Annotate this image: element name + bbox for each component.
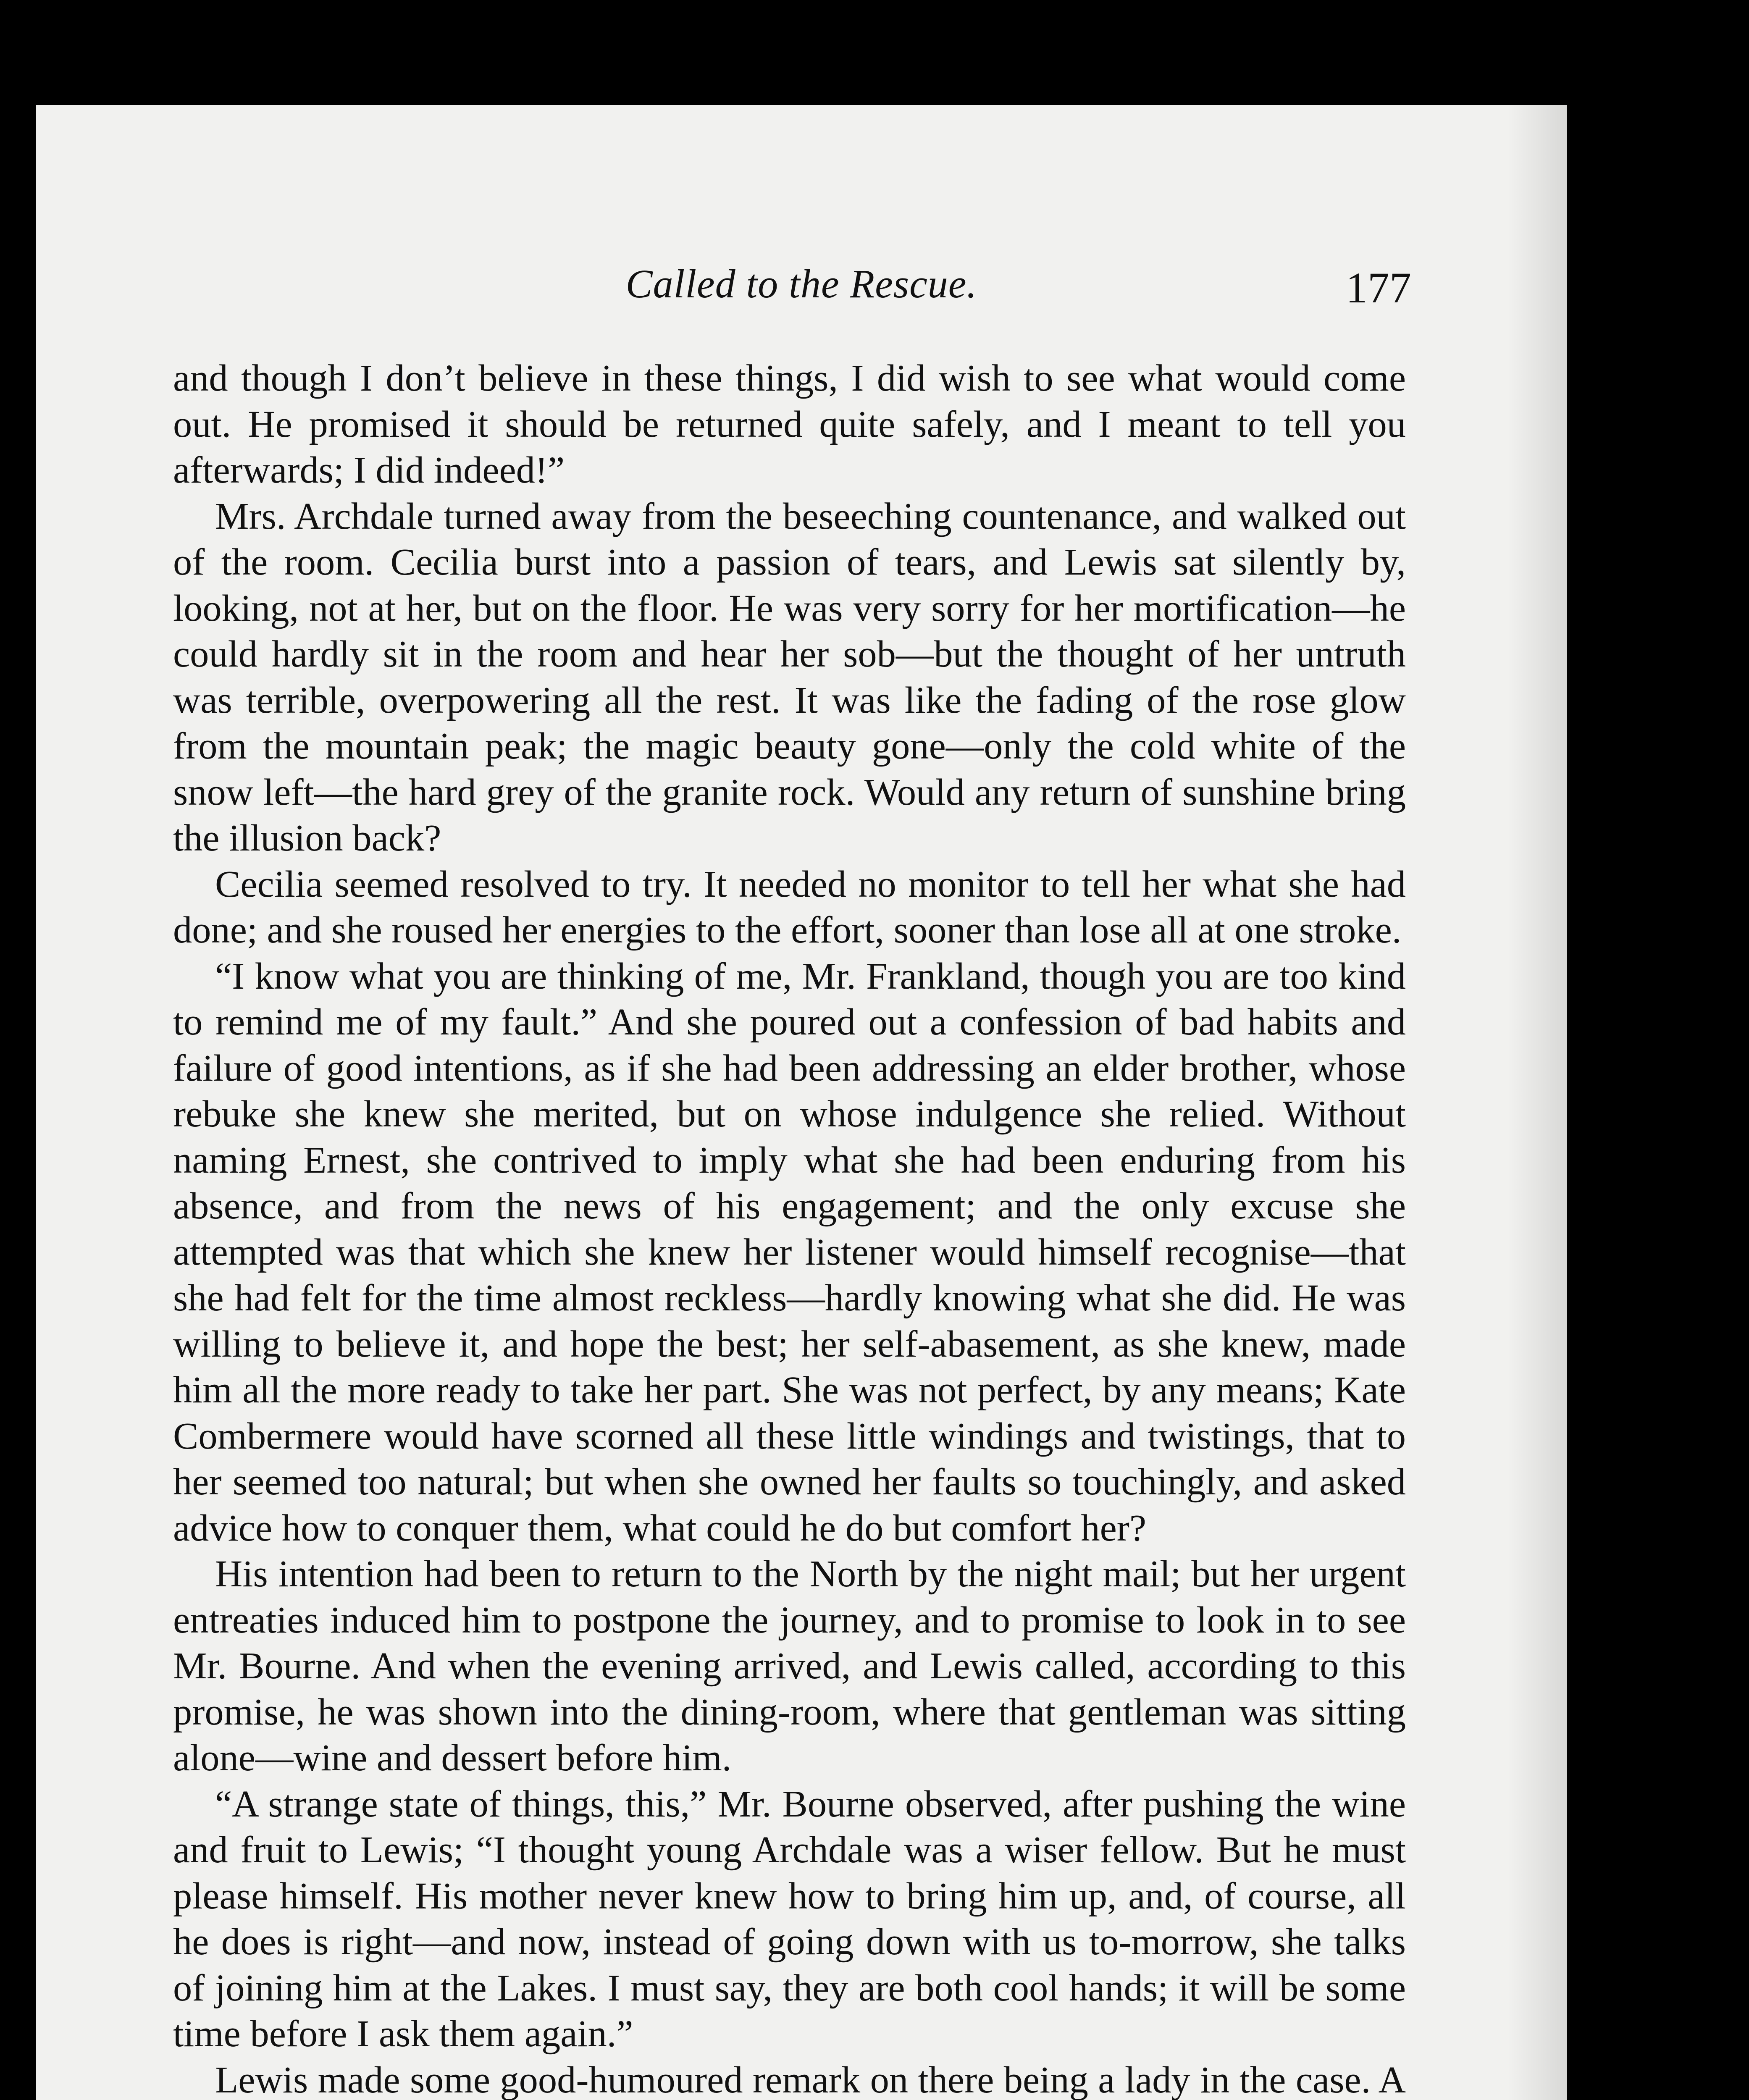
page-number: 177	[1346, 264, 1411, 312]
page-edge-shadow	[1508, 105, 1567, 2100]
paragraph: His intention had been to return to the North by the night mail; but her urgent entreaties induced him to postpone the journey, and to promise to look in to see Mr. Bourne. And when the evening arrived, and Lewis called, according to this promise, he was shown into the dining-room, where that gentleman was sitting alone—wine and dessert before him.	[173, 1552, 1406, 1779]
running-head-title: Called to the Rescue.	[625, 261, 977, 306]
paragraph: Lewis made some good-humoured remark on there being a lady in the case. A	[215, 2058, 1406, 2100]
paragraph: Mrs. Archdale turned away from the beseeching countenance, and walked out of the room. Cecilia burst into a passion of tears, and Lewis sat silently by, looking, not at her, but on the floor. He was very sorry for her mortification—he could hardly sit in the room and hear her sob—but the thought of her untruth was terrible, overpowering all the rest. It was like the fading of the rose glow from the mountain peak; the magic beauty gone—only the cold white of the snow left—the hard grey of the granite rock. Would any return of sunshine bring the illusion back?	[173, 494, 1406, 859]
paragraph: “A strange state of things, this,” Mr. Bourne observed, after pushing the wine and fruit to Lewis; “I thought young Archdale was a wiser fellow. But he must please himself. His mother never knew how to bring him up, and, of course, all he does is right—and now, instead of going down with us to-morrow, she talks of joining him at the Lakes. I must say, they are both cool hands; it will be some time before I ask them again.”	[173, 1782, 1406, 2055]
body-text	[173, 355, 1406, 2100]
paragraph: Cecilia seemed resolved to try. It needed no monitor to tell her what she had done; and she roused her energies to the effort, sooner than lose all at one stroke.	[173, 862, 1406, 951]
running-head	[36, 260, 1567, 311]
book-page	[36, 105, 1567, 2100]
paragraph: “I know what you are thinking of me, Mr. Frankland, though you are too kind to remind me of my fault.” And she poured out a confession of bad habits and failure of good intentions, as if she had been addressing an elder brother, whose rebuke she knew she merited, but on whose indulgence she relied. Without naming Ernest, she contrived to imply what she had been enduring from his absence, and from the news of his engagement; and the only excuse she attempted was that which she knew her listener would himself recognise—that she had felt for the time almost reckless—hardly knowing what she did. He was willing to believe it, and hope the best; her self-abasement, as she knew, made him all the more ready to take her part. She was not perfect, by any means; Kate Combermere would have scorned all these little windings and twistings, that to her seemed too natural; but when she owned her faults so touchingly, and asked advice how to conquer them, what could he do but comfort her?	[173, 954, 1406, 1549]
paragraph: and though I don’t believe in these things, I did wish to see what would come out. He promised it should be returned quite safely, and I meant to tell you afterwards; I did indeed!”	[173, 357, 1406, 491]
